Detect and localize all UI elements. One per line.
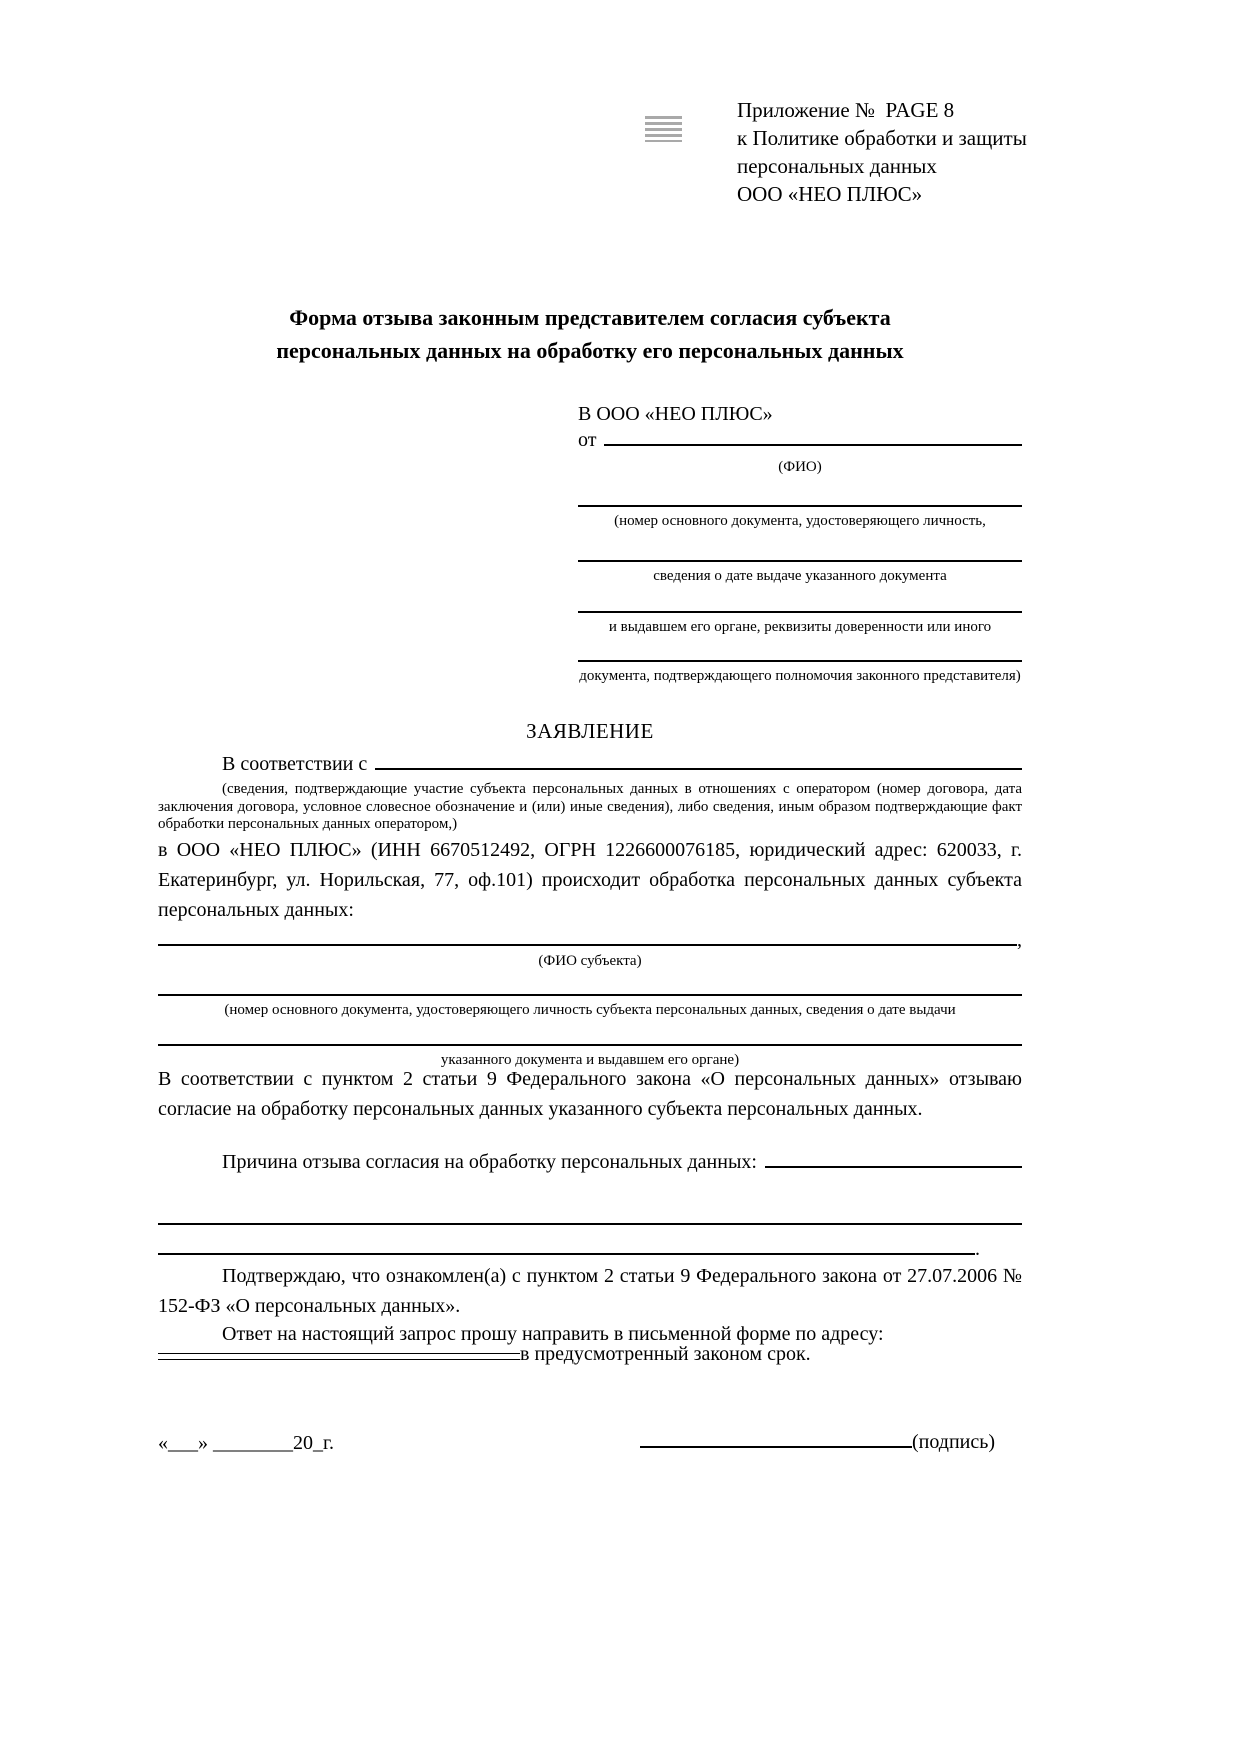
doc-powers-blank-line — [578, 660, 1022, 662]
reply-address-blank-line — [158, 1353, 520, 1360]
reason-trailing-period: . — [975, 1238, 980, 1260]
reply-address-row — [158, 1340, 1022, 1368]
reason-blank-line3 — [158, 1253, 975, 1255]
in-accordance-row — [158, 750, 1022, 778]
subject-fio-trailing-comma: , — [1017, 929, 1022, 951]
subject-fio-blank-line — [158, 944, 1017, 946]
reason-row3 — [158, 1235, 1022, 1263]
subject-doc-caption-line1: (номер основного документа, удостоверяющего личность субъекта персональных данных, сведения о дате выдачи — [224, 1002, 956, 1018]
attachment-header-line: персональных данных — [737, 154, 937, 178]
signature-row — [640, 1428, 1022, 1456]
from-label: от — [578, 429, 597, 451]
doc-number-blank-line — [578, 505, 1022, 507]
operator-paragraph: в ООО «НЕО ПЛЮС» (ИНН 6670512492, ОГРН 1226600076185, юридический адрес: 620033, г. Екатеринбург, ул. Норильская, 77, оф.101) происходит обработка персональных данных субъекта персональных данных: — [158, 839, 1022, 921]
statement-heading: ЗАЯВЛЕНИЕ — [526, 719, 654, 743]
attachment-header-line: Приложение № PAGE 8 — [737, 98, 955, 122]
subject-fio-row — [158, 926, 1022, 954]
addressee-to: В ООО «НЕО ПЛЮС» — [578, 403, 773, 425]
signature-blank-line — [640, 1446, 912, 1448]
accordance-footnote: (сведения, подтверждающие участие субъекта персональных данных в отношениях с оператором (номер договора, дата заключения договора, условное словесное обозначение и (или) иные сведения), либо сведения, иным образом подтверждающие факт обработки персональных данных оператором,) — [158, 781, 1022, 832]
reason-blank-line2 — [158, 1223, 1022, 1225]
date-line: «___» ________20_г. — [158, 1432, 334, 1454]
doc-issue-date-blank-line — [578, 560, 1022, 562]
attachment-header-line: к Политике обработки и защиты — [737, 126, 1027, 150]
subject-fio-caption: (ФИО субъекта) — [538, 953, 642, 969]
tiny-text-artifact-icon — [645, 116, 682, 142]
doc-authority-caption: и выдавшем его органе, реквизиты доверенности или иного — [608, 619, 992, 635]
subject-doc-blank-line — [158, 994, 1022, 996]
confirm-paragraph: Подтверждаю, что ознакомлен(а) с пунктом 2 статьи 9 Федерального закона от 27.07.2006 № 152-ФЗ «О персональных данных». — [158, 1265, 1022, 1317]
reason-label: Причина отзыва согласия на обработку персональных данных: — [222, 1151, 757, 1173]
document-title-line1: Форма отзыва законным представителем согласия субъекта — [289, 305, 891, 330]
doc-powers-caption: документа, подтверждающего полномочия законного представителя) — [579, 668, 1021, 684]
doc-number-caption: (номер основного документа, удостоверяющего личность, — [614, 513, 986, 529]
attachment-header-line: ООО «НЕО ПЛЮС» — [737, 182, 923, 206]
fio-caption: (ФИО) — [778, 459, 822, 475]
from-blank-line — [604, 444, 1022, 446]
subject-doc-blank-line2 — [158, 1044, 1022, 1046]
attachment-header — [737, 96, 1027, 208]
from-field-row — [578, 426, 1022, 454]
reply-tail: в предусмотренный законом срок. — [520, 1343, 811, 1365]
in-accordance-blank-line — [375, 768, 1022, 770]
doc-authority-blank-line — [578, 611, 1022, 613]
subject-doc-caption-line2: указанного документа и выдавшем его органе) — [440, 1052, 740, 1068]
reason-row — [158, 1148, 1022, 1176]
doc-issue-date-caption: сведения о дате выдаче указанного документа — [653, 568, 947, 584]
withdraw-paragraph: В соответствии с пунктом 2 статьи 9 Федерального закона «О персональных данных» отзываю согласие на обработку персональных данных указанного субъекта персональных данных. — [158, 1068, 1022, 1120]
signature-caption: (подпись) — [912, 1431, 996, 1453]
reason-blank-line — [765, 1166, 1022, 1168]
document-title-line2: персональных данных на обработку его персональных данных — [276, 338, 904, 363]
in-accordance-label: В соответствии с — [222, 753, 368, 775]
document-title — [158, 301, 1022, 367]
reply-request: Ответ на настоящий запрос прошу направить в письменной форме по адресу: — [222, 1323, 884, 1345]
